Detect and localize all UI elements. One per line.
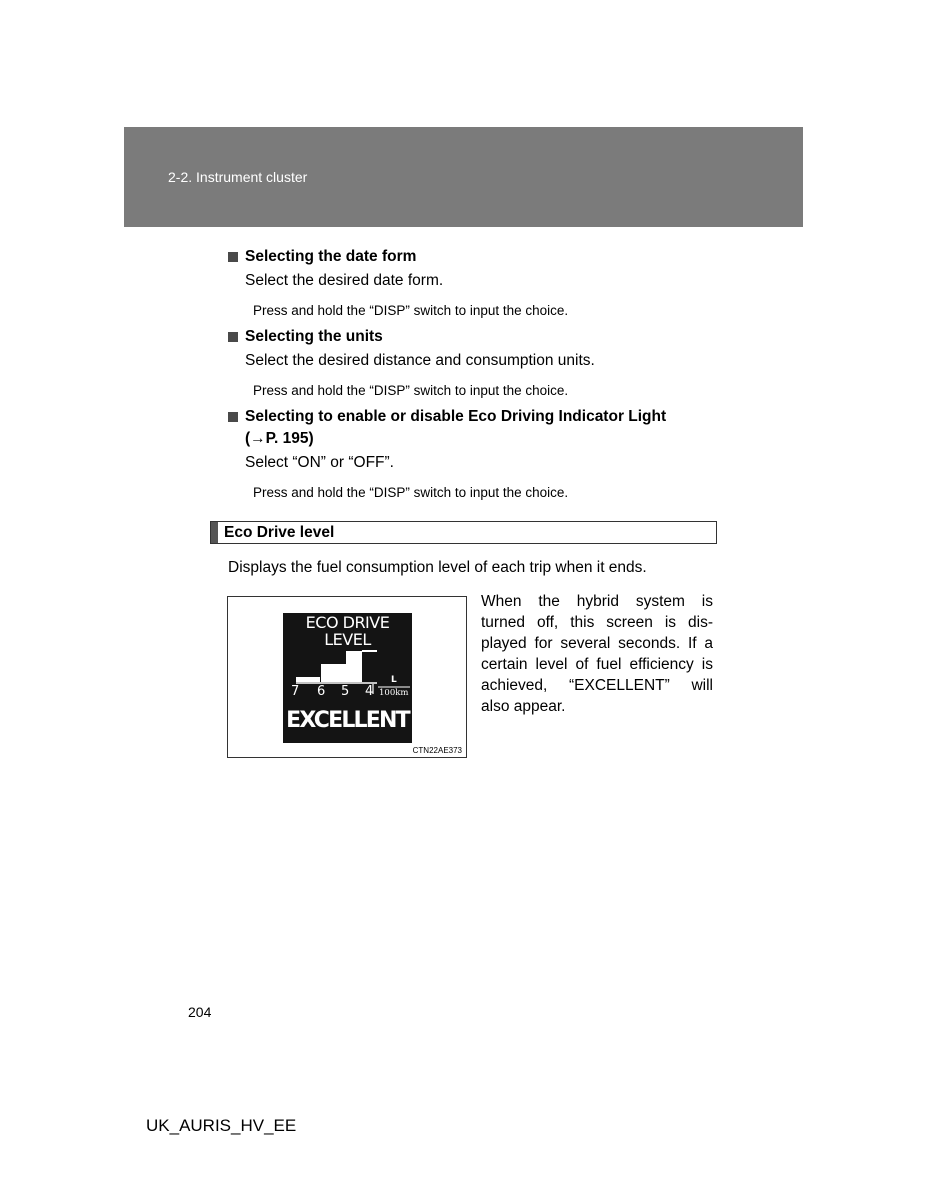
section-accent	[211, 522, 218, 543]
scale-label-4: 4	[365, 684, 374, 699]
screen-title-line1: ECO DRIVE	[305, 613, 390, 632]
scale-label-7: 7	[291, 684, 300, 699]
unit-liters: L	[391, 675, 397, 685]
note-text: Press and hold the “DISP” switch to input the choice.	[253, 485, 569, 500]
figure-id: CTN22AE373	[412, 746, 462, 755]
eco-drive-figure	[227, 596, 467, 758]
section-title: Eco Drive level	[224, 524, 335, 541]
page-reference: (→P. 195)	[245, 430, 314, 447]
description-line: certain level of fuel efficiency is	[481, 656, 713, 673]
scale-label-5: 5	[341, 684, 350, 699]
section-intro: Displays the fuel consumption level of each trip when it ends.	[228, 559, 647, 576]
figure-description	[481, 591, 713, 717]
scale-label-6: 6	[317, 684, 326, 699]
body-text: Select the desired date form.	[245, 272, 444, 289]
body-text: Select “ON” or “OFF”.	[245, 454, 394, 471]
section-heading-bar	[210, 521, 717, 544]
note-text: Press and hold the “DISP” switch to input the choice.	[253, 383, 569, 398]
unit-100km: 100km	[379, 688, 409, 698]
description-line: turned off, this screen is dis-	[481, 614, 713, 631]
screen-title-line2: LEVEL	[324, 630, 371, 649]
level-bar-7	[296, 677, 320, 682]
bullet-square-icon	[228, 412, 238, 422]
eco-drive-display-screen	[283, 613, 412, 743]
description-line: played for several seconds. If a	[481, 635, 713, 652]
body-text: Select the desired distance and consumption units.	[245, 352, 595, 369]
excellent-label: EXCELLENT	[286, 708, 409, 733]
level-bar-6	[321, 664, 346, 682]
description-line: also appear.	[481, 698, 566, 715]
description-line: When the hybrid system is	[481, 593, 713, 610]
chapter-section-title: 2-2. Instrument cluster	[168, 169, 308, 185]
subheading-text: Selecting the units	[245, 328, 383, 345]
bullet-square-icon	[228, 252, 238, 262]
note-text: Press and hold the “DISP” switch to input the choice.	[253, 303, 569, 318]
chapter-header-band	[124, 127, 803, 227]
footer-code: UK_AURIS_HV_EE	[146, 1116, 297, 1135]
subheading-text: Selecting to enable or disable Eco Driving Indicator Light	[245, 408, 667, 425]
description-line: achieved, “EXCELLENT” will	[481, 677, 713, 694]
subheading-text: Selecting the date form	[245, 248, 417, 265]
bullet-square-icon	[228, 332, 238, 342]
level-bar-5	[346, 651, 362, 682]
page-number: 204	[188, 1004, 212, 1020]
